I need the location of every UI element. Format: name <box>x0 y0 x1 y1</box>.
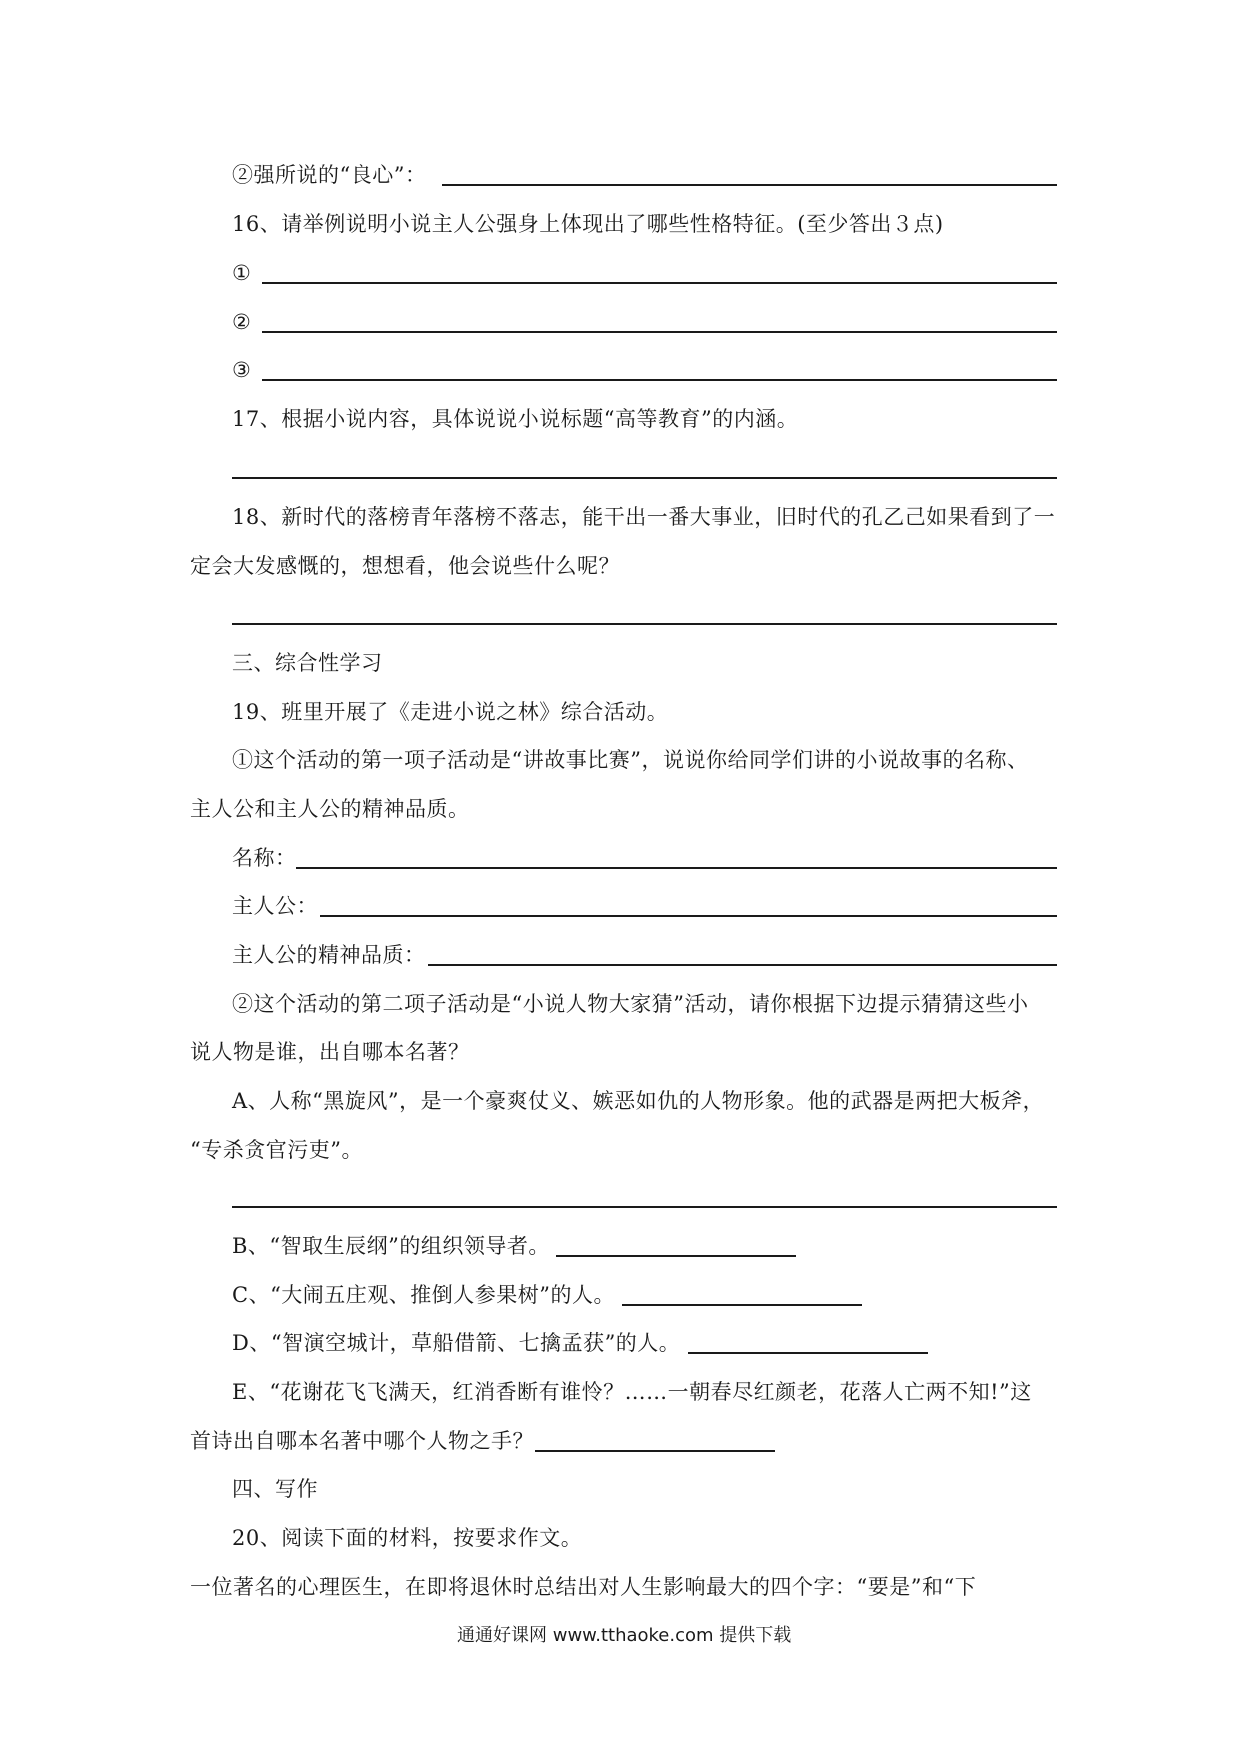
q16-item-2-marker: ② <box>232 310 252 334</box>
q20-prompt: 20、阅读下面的材料，按要求作文。 <box>232 1526 583 1550</box>
q19-part2-line2: 说人物是谁，出自哪本名著？ <box>190 1040 470 1064</box>
q19-item-e-line1: E、“花谢花飞飞满天，红消香断有谁怜？……一朝春尽红颜老，花落人亡两不知!”这 <box>232 1380 1032 1404</box>
q19-spirit-answer-line[interactable] <box>428 964 1057 966</box>
q18-prompt-line2: 定会大发感慨的，想想看，他会说些什么呢？ <box>190 554 620 578</box>
q16-prompt: 16、请举例说明小说主人公强身上体现出了哪些性格特征。(至少答出３点) <box>232 212 944 236</box>
section-3-heading: 三、综合性学习 <box>232 651 383 675</box>
q19-part1-line2: 主人公和主人公的精神品质。 <box>190 797 470 821</box>
q18-prompt-line1: 18、新时代的落榜青年落榜不落志，能干出一番大事业，旧时代的孔乙己如果看到了一 <box>232 505 1056 529</box>
q16-item-2-answer-line[interactable] <box>262 331 1057 333</box>
q19-item-a-answer-line[interactable] <box>232 1206 1057 1208</box>
q19-item-b: B、“智取生辰纲”的组织领导者。 <box>232 1234 550 1258</box>
q19-item-d: D、“智演空城计，草船借箭、七擒孟获”的人。 <box>232 1331 681 1355</box>
q19-hero-label: 主人公： <box>232 894 318 918</box>
q15-part2-answer-line[interactable] <box>442 184 1057 186</box>
q19-spirit-label: 主人公的精神品质： <box>232 943 426 967</box>
q16-item-3-marker: ③ <box>232 358 252 382</box>
q19-item-a-line2: “专杀贪官污吏”。 <box>190 1138 363 1162</box>
q19-item-d-answer-line[interactable] <box>688 1352 928 1354</box>
q19-prompt: 19、班里开展了《走进小说之林》综合活动。 <box>232 700 669 724</box>
q16-item-1-marker: ① <box>232 261 252 285</box>
q18-answer-line[interactable] <box>232 623 1057 625</box>
q20-material-line1: 一位著名的心理医生，在即将退休时总结出对人生影响最大的四个字：“要是”和“下 <box>190 1575 977 1599</box>
q19-part2-line1: ②这个活动的第二项子活动是“小说人物大家猜”活动，请你根据下边提示猜猜这些小 <box>232 992 1029 1016</box>
q16-item-3-answer-line[interactable] <box>262 379 1057 381</box>
q19-name-answer-line[interactable] <box>296 867 1057 869</box>
q15-part2-label: ②强所说的“良心”： <box>232 163 427 187</box>
q19-item-c-answer-line[interactable] <box>622 1304 862 1306</box>
q17-prompt: 17、根据小说内容，具体说说小说标题“高等教育”的内涵。 <box>232 407 799 431</box>
q19-hero-answer-line[interactable] <box>320 915 1057 917</box>
q19-item-c: C、“大闹五庄观、推倒人参果树”的人。 <box>232 1283 616 1307</box>
q19-item-e-line2: 首诗出自哪本名著中哪个人物之手？ <box>190 1429 534 1453</box>
q19-item-a-line1: A、人称“黑旋风”，是一个豪爽仗义、嫉恶如仇的人物形象。他的武器是两把大板斧， <box>232 1089 1045 1113</box>
page-footer: 通通好课网 www.tthaoke.com 提供下载 <box>457 1625 792 1646</box>
q19-item-e-answer-line[interactable] <box>535 1450 775 1452</box>
q19-item-b-answer-line[interactable] <box>556 1255 796 1257</box>
section-4-heading: 四、写作 <box>232 1477 318 1501</box>
q19-part1-line1: ①这个活动的第一项子活动是“讲故事比赛”，说说你给同学们讲的小说故事的名称、 <box>232 748 1029 772</box>
q16-item-1-answer-line[interactable] <box>262 282 1057 284</box>
q19-name-label: 名称： <box>232 846 297 870</box>
q17-answer-line[interactable] <box>232 477 1057 479</box>
